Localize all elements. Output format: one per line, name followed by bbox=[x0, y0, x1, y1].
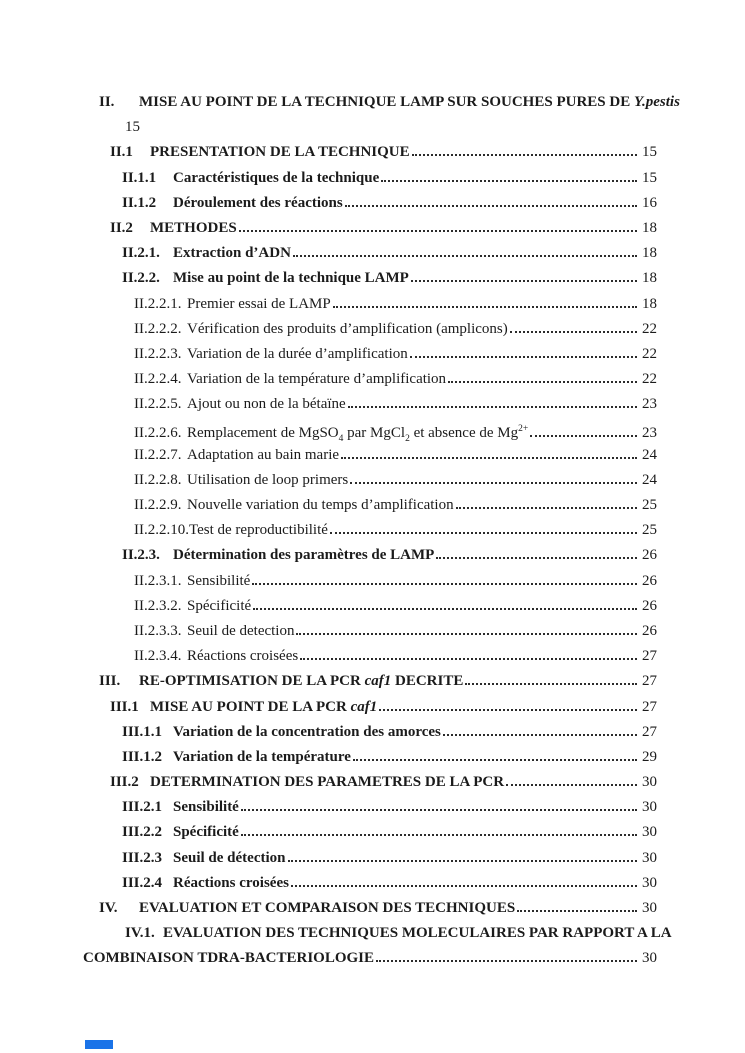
toc-entry-number: II.2.3.2. bbox=[134, 597, 182, 614]
selection-marker bbox=[85, 1040, 113, 1049]
toc-entry-label-group bbox=[187, 392, 346, 417]
toc-entry-label-group bbox=[187, 468, 348, 493]
toc-entry-page: 18 bbox=[642, 219, 657, 236]
toc-entry bbox=[122, 266, 657, 291]
toc-entry-page: 22 bbox=[642, 320, 657, 337]
toc-entry-number: III.2.2 bbox=[122, 824, 163, 841]
toc-entry-label: Sensibilité bbox=[187, 572, 251, 589]
toc-entry-label-group bbox=[173, 745, 351, 770]
toc-entry bbox=[110, 216, 657, 241]
toc-entry bbox=[134, 292, 657, 317]
toc-entry bbox=[134, 342, 657, 367]
dot-leader bbox=[456, 503, 637, 509]
toc-entry-number: IV. bbox=[99, 900, 118, 916]
dot-leader bbox=[436, 553, 637, 559]
toc-entry bbox=[110, 695, 657, 720]
toc-entry-page: 30 bbox=[642, 774, 657, 791]
dot-leader bbox=[239, 226, 637, 232]
toc-entry-label: 4 bbox=[338, 434, 344, 445]
toc-entry-label-group bbox=[187, 292, 331, 317]
toc-entry-number: II.2.3.4. bbox=[134, 648, 182, 665]
toc-entry-label-group bbox=[187, 342, 408, 367]
toc-entry-number: II.2.3.3. bbox=[134, 622, 182, 639]
dot-leader bbox=[350, 478, 637, 484]
toc-entry-number: II.2.2.8. bbox=[134, 471, 182, 488]
toc-entry-label-group bbox=[187, 594, 251, 619]
toc-entry-label-group bbox=[173, 543, 434, 568]
toc-entry-label: Remplacement de MgSO bbox=[187, 425, 339, 442]
toc-entry bbox=[134, 317, 657, 342]
toc-entry-page: 23 bbox=[642, 425, 657, 442]
toc-entry-label-group bbox=[150, 770, 504, 795]
toc-entry bbox=[125, 115, 657, 140]
toc-entry-label: RE-OPTIMISATION DE LA PCR bbox=[139, 673, 365, 690]
toc-entry-page: 30 bbox=[642, 799, 657, 816]
toc-entry-number: II.2.3. bbox=[122, 547, 160, 564]
toc-entry-page: 18 bbox=[642, 295, 657, 312]
dot-leader bbox=[465, 679, 637, 685]
toc-entry-label: et absence de Mg bbox=[409, 425, 519, 442]
toc-entry-label-group bbox=[173, 820, 239, 845]
toc-entry bbox=[122, 191, 657, 216]
toc-entry-label: caf1 bbox=[364, 673, 392, 690]
toc-entry-label: Seuil de détection bbox=[173, 849, 286, 866]
toc-entry-label-group bbox=[150, 695, 377, 720]
toc-entry-number: II.1.1 bbox=[122, 169, 157, 186]
toc-entry-page: 25 bbox=[642, 522, 657, 539]
toc-entry-number: IV.1. bbox=[125, 925, 155, 942]
toc-entry-label: MISE AU POINT DE LA TECHNIQUE LAMP SUR SOUCHES PURES DE bbox=[139, 94, 634, 110]
toc-entry-number: II.2.2.4. bbox=[134, 371, 182, 388]
toc-entry-label-group bbox=[173, 166, 379, 191]
toc-entry-label: Utilisation de loop primers bbox=[187, 471, 349, 488]
toc-entry-label: Sensibilité bbox=[173, 799, 239, 816]
toc-entry-label: Variation de la concentration des amorces bbox=[173, 723, 441, 740]
toc-entry-label-group bbox=[187, 569, 250, 594]
toc-entry bbox=[110, 770, 657, 795]
toc-entry-number: III.2 bbox=[110, 774, 139, 791]
toc-entry-label: Réactions croisées bbox=[187, 648, 299, 665]
toc-entry-number: II.2.2.2. bbox=[134, 320, 182, 337]
toc-entry-label-group bbox=[139, 90, 680, 115]
toc-entry-number: III.1.1 bbox=[122, 723, 163, 740]
toc-entry-number: II.2.2.5. bbox=[134, 396, 182, 413]
toc-entry-label-group bbox=[150, 216, 237, 241]
toc-entry bbox=[134, 468, 657, 493]
toc-entry-label: Mise au point de la technique LAMP bbox=[173, 270, 409, 287]
dot-leader bbox=[291, 881, 637, 887]
toc-entry-label-group bbox=[163, 921, 672, 946]
dot-leader bbox=[510, 327, 637, 333]
toc-entry-number: III.1.2 bbox=[122, 748, 163, 765]
toc-entry-label: par MgCl bbox=[343, 425, 406, 442]
toc-entry-label: Caractéristiques de la technique bbox=[173, 169, 380, 186]
toc-entry-page: 30 bbox=[642, 874, 657, 891]
toc-entry-label-group bbox=[173, 191, 343, 216]
toc-entry-number: II.1.2 bbox=[122, 194, 157, 211]
toc-entry-label-group bbox=[150, 140, 410, 165]
toc-entry bbox=[134, 493, 657, 518]
toc-entry-page: 16 bbox=[642, 194, 657, 211]
toc-entry bbox=[134, 417, 657, 445]
toc-entry-label: Test de reproductibilité bbox=[189, 522, 328, 539]
toc-entry-page: 18 bbox=[642, 245, 657, 262]
toc-entry-page: 29 bbox=[642, 748, 657, 765]
toc-entry-label-group bbox=[139, 669, 463, 694]
toc-entry-page: 22 bbox=[642, 371, 657, 388]
toc-entry-label: Spécificité bbox=[187, 597, 252, 614]
toc-entry-page: 15 bbox=[642, 144, 657, 161]
toc-entry bbox=[110, 140, 657, 165]
dot-leader bbox=[300, 654, 637, 660]
toc-entry-number: II.2.2.10. bbox=[134, 522, 189, 539]
toc-entry-number: II.2.2.6. bbox=[134, 425, 182, 442]
toc-entry-label-group bbox=[187, 443, 339, 468]
toc-entry-label: Spécificité bbox=[173, 824, 239, 841]
toc-entry-number: II.2.2. bbox=[122, 270, 160, 287]
toc-entry-label: Variation de la température bbox=[173, 748, 351, 765]
toc-entry-label: Vérification des produits d’amplification (amplicons) bbox=[187, 320, 508, 337]
toc-entry-label: Seuil de detection bbox=[187, 622, 295, 639]
toc-entry-label: DETERMINATION DES PARAMETRES DE LA PCR bbox=[150, 774, 505, 791]
toc-entry-number: III.1 bbox=[110, 698, 139, 715]
toc-entry-page: 27 bbox=[642, 673, 657, 690]
toc-entry-number: II.2.1. bbox=[122, 245, 160, 262]
toc-entry-page: 18 bbox=[642, 270, 657, 287]
toc-entry-number: III.2.1 bbox=[122, 799, 163, 816]
toc-entry-page: 30 bbox=[642, 900, 657, 916]
dot-leader bbox=[253, 604, 637, 610]
toc-entry-label: Déroulement des réactions bbox=[173, 194, 343, 211]
toc-entry-page: 26 bbox=[642, 572, 657, 589]
toc-entry-label-group bbox=[173, 795, 239, 820]
dot-leader bbox=[345, 201, 637, 207]
table-of-contents bbox=[83, 90, 680, 972]
toc-entry-number: II. bbox=[99, 94, 115, 110]
toc-entry-page: 24 bbox=[642, 471, 657, 488]
toc-entry bbox=[134, 619, 657, 644]
toc-entry bbox=[83, 946, 657, 971]
toc-entry-label-group bbox=[187, 644, 298, 669]
toc-entry-label: Ajout ou non de la bétaïne bbox=[187, 396, 346, 413]
toc-entry bbox=[134, 594, 657, 619]
toc-entry-label: COMBINAISON TDRA-BACTERIOLOGIE bbox=[83, 950, 375, 967]
dot-leader bbox=[252, 579, 637, 585]
toc-entry bbox=[122, 543, 657, 568]
dot-leader bbox=[353, 755, 637, 761]
toc-entry-label-group bbox=[173, 846, 286, 871]
toc-entry-label: Variation de la température d’amplification bbox=[187, 371, 447, 388]
toc-entry-label: 2 bbox=[405, 434, 410, 445]
dot-leader bbox=[443, 730, 637, 736]
dot-leader bbox=[293, 251, 637, 257]
toc-entry-page: 22 bbox=[642, 345, 657, 362]
toc-entry-label: Adaptation au bain marie bbox=[187, 446, 340, 463]
toc-entry-label: MISE AU POINT DE LA PCR bbox=[150, 698, 351, 715]
dot-leader bbox=[376, 956, 637, 962]
toc-entry-label-group bbox=[173, 241, 291, 266]
toc-entry-label: Détermination des paramètres de LAMP bbox=[173, 547, 435, 564]
toc-entry bbox=[122, 871, 657, 896]
toc-entry-number: II.1 bbox=[110, 144, 133, 161]
toc-entry-page: 15 bbox=[642, 169, 657, 186]
dot-leader bbox=[296, 629, 637, 635]
toc-entry bbox=[134, 518, 657, 543]
toc-entry-page: 23 bbox=[642, 396, 657, 413]
toc-entry bbox=[99, 90, 680, 115]
toc-entry bbox=[134, 392, 657, 417]
dot-leader bbox=[341, 453, 637, 459]
toc-entry-label-group bbox=[83, 946, 374, 971]
toc-entry bbox=[122, 720, 657, 745]
toc-entry bbox=[122, 241, 657, 266]
toc-entry-page: 27 bbox=[642, 723, 657, 740]
toc-entry-label-group bbox=[139, 896, 515, 921]
toc-entry-number: II.2 bbox=[110, 219, 133, 236]
dot-leader bbox=[381, 176, 637, 182]
toc-entry-page: 26 bbox=[642, 597, 657, 614]
dot-leader bbox=[410, 352, 637, 358]
toc-entry-label: 2+ bbox=[518, 424, 529, 435]
toc-entry-label: PRESENTATION DE LA TECHNIQUE bbox=[150, 144, 410, 161]
dot-leader bbox=[241, 805, 637, 811]
toc-entry bbox=[134, 644, 657, 669]
toc-entry-label: Nouvelle variation du temps d’amplification bbox=[187, 497, 454, 513]
toc-entry-label-group bbox=[187, 317, 508, 342]
toc-entry-label-group bbox=[187, 619, 294, 644]
toc-entry-label: Variation de la durée d’amplification bbox=[187, 345, 408, 362]
toc-entry bbox=[122, 166, 657, 191]
toc-entry-label-group bbox=[187, 493, 454, 518]
dot-leader bbox=[530, 431, 637, 437]
dot-leader bbox=[330, 528, 637, 534]
toc-entry-number: II.2.3.1. bbox=[134, 572, 182, 589]
toc-entry-label-group bbox=[173, 266, 409, 291]
toc-entry bbox=[134, 569, 657, 594]
toc-entry bbox=[134, 367, 657, 392]
toc-entry bbox=[122, 795, 657, 820]
toc-entry-page: 24 bbox=[642, 446, 657, 463]
toc-entry-page: 30 bbox=[642, 849, 657, 866]
toc-entry bbox=[99, 896, 657, 921]
toc-entry-page: 27 bbox=[642, 648, 657, 665]
toc-entry-number: III.2.3 bbox=[122, 849, 163, 866]
toc-entry-label: Premier essai de LAMP bbox=[187, 295, 331, 312]
toc-entry-label-group bbox=[189, 518, 328, 543]
toc-entry-page: 30 bbox=[642, 824, 657, 841]
toc-entry-label: DECRITE bbox=[391, 673, 464, 690]
toc-entry-number: II.2.2.1. bbox=[134, 295, 182, 312]
dot-leader bbox=[448, 377, 637, 383]
toc-entry-label: METHODES bbox=[150, 219, 237, 236]
toc-entry-page: 26 bbox=[642, 547, 657, 564]
toc-entry bbox=[125, 921, 672, 946]
toc-entry-number: II.2.2.7. bbox=[134, 446, 182, 463]
toc-entry-page: 15 bbox=[125, 119, 140, 136]
toc-entry-page: 30 bbox=[642, 950, 657, 967]
dot-leader bbox=[412, 150, 637, 156]
toc-entry-number: II.2.2.9. bbox=[134, 497, 182, 513]
toc-entry-page: 27 bbox=[642, 698, 657, 715]
toc-entry-page: 25 bbox=[642, 497, 657, 513]
toc-entry-label: Y.pestis bbox=[633, 94, 680, 110]
toc-entry-label: Extraction d’ADN bbox=[173, 245, 291, 262]
dot-leader bbox=[241, 830, 637, 836]
toc-entry-number: II.2.2.3. bbox=[134, 345, 182, 362]
dot-leader bbox=[517, 906, 637, 912]
dot-leader bbox=[288, 856, 638, 862]
toc-entry bbox=[122, 745, 657, 770]
toc-entry-page: 26 bbox=[642, 622, 657, 639]
toc-entry-number: III. bbox=[99, 673, 121, 690]
toc-entry-label: EVALUATION ET COMPARAISON DES TECHNIQUES bbox=[139, 900, 516, 916]
toc-entry bbox=[122, 820, 657, 845]
dot-leader bbox=[411, 276, 637, 282]
dot-leader bbox=[348, 402, 637, 408]
toc-entry-label-group bbox=[173, 720, 441, 745]
dot-leader bbox=[333, 302, 637, 308]
dot-leader bbox=[379, 705, 637, 711]
toc-entry-label-group bbox=[173, 871, 289, 896]
toc-entry-label: EVALUATION DES TECHNIQUES MOLECULAIRES PAR RAPPORT A LA bbox=[163, 925, 672, 942]
toc-entry-number: III.2.4 bbox=[122, 874, 163, 891]
toc-entry bbox=[99, 669, 657, 694]
toc-entry bbox=[122, 846, 657, 871]
toc-entry-label-group bbox=[187, 367, 446, 392]
toc-entry-label: caf1 bbox=[350, 698, 378, 715]
dot-leader bbox=[506, 780, 637, 786]
toc-entry-label: Réactions croisées bbox=[173, 874, 289, 891]
